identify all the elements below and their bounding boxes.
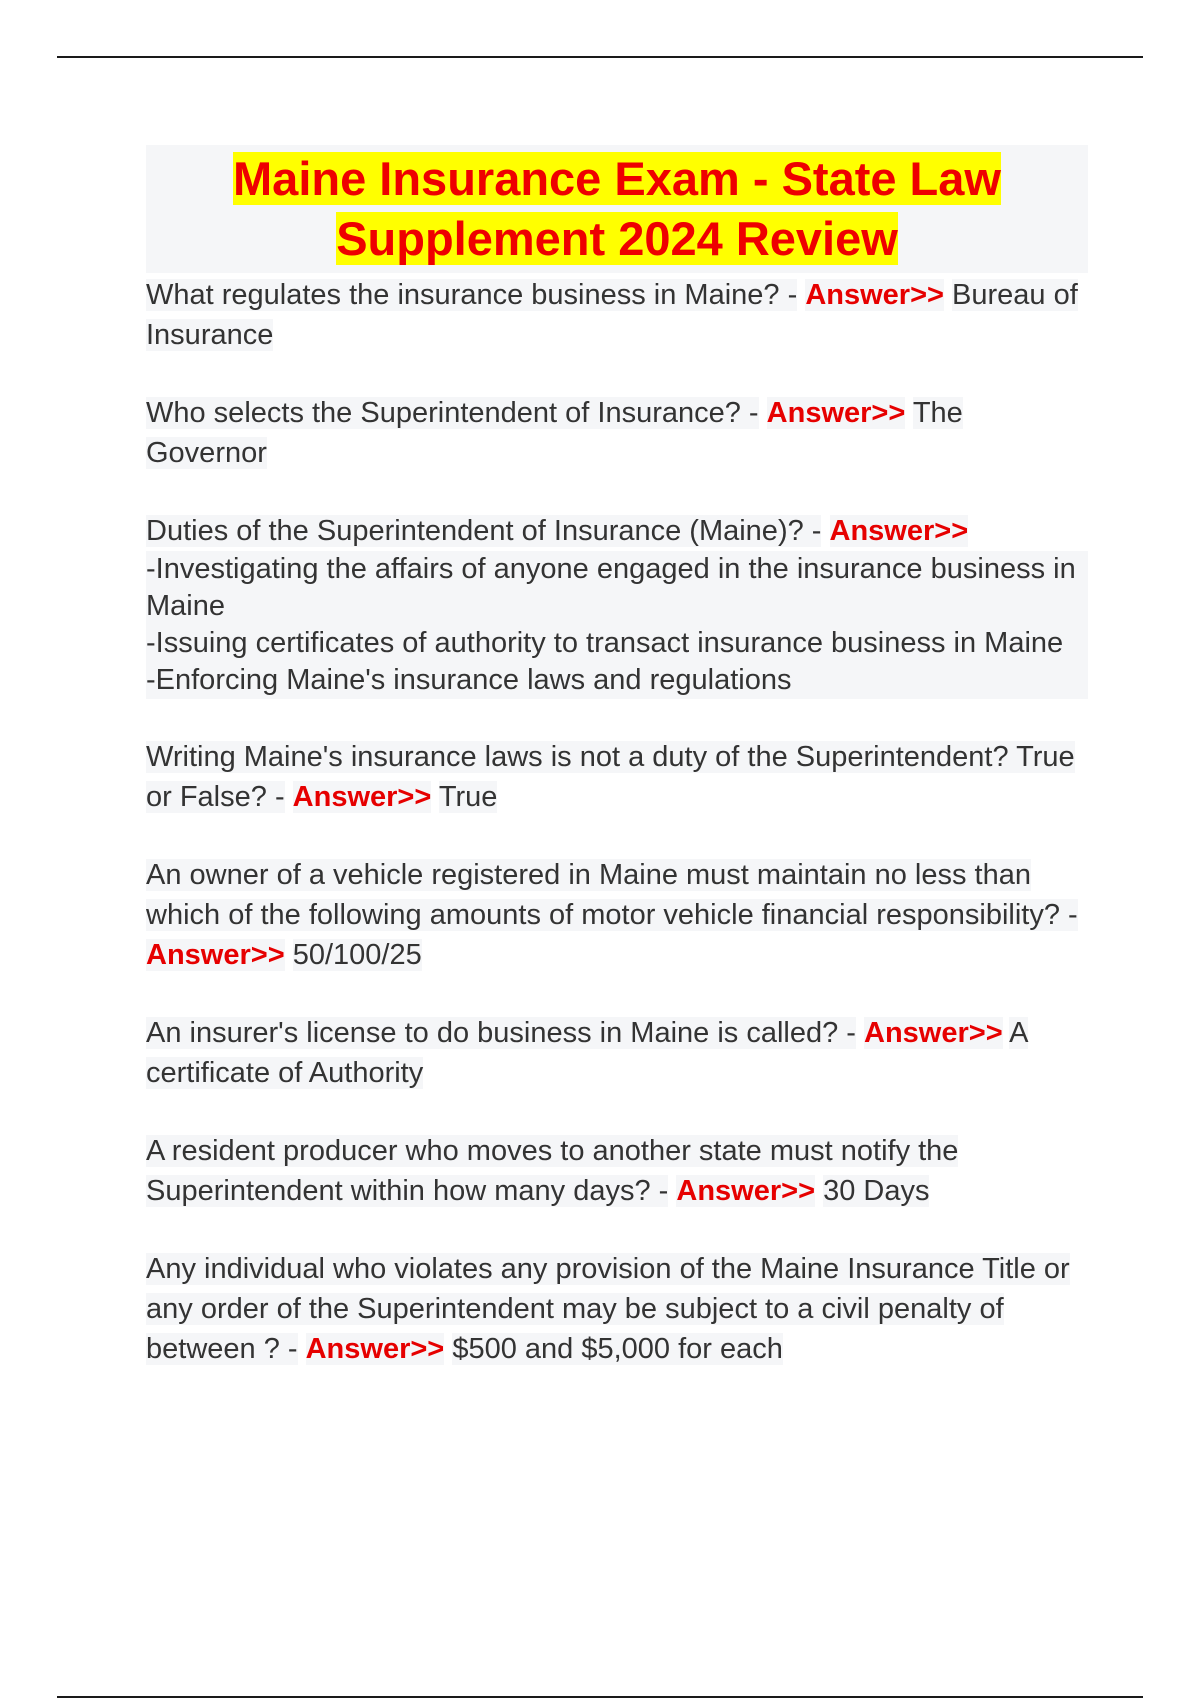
question-text: What regulates the insurance business in Maine? -	[146, 279, 798, 311]
answer-text: 30 Days	[823, 1175, 930, 1207]
answer-label: Answer>>	[805, 279, 944, 311]
bottom-rule	[57, 1696, 1143, 1698]
qa-item	[146, 393, 1088, 473]
qa-item	[146, 1131, 1088, 1211]
qa-item	[146, 1249, 1088, 1369]
qa-list	[146, 275, 1088, 1369]
question-text: Who selects the Superintendent of Insurance? -	[146, 397, 759, 429]
document-title: Maine Insurance Exam - State Law Supplement 2024 Review	[233, 152, 1001, 265]
title-block	[146, 145, 1088, 273]
qa-item	[146, 275, 1088, 355]
answer-label: Answer>>	[864, 1017, 1003, 1049]
question-text: An insurer's license to do business in Maine is called? -	[146, 1017, 856, 1049]
answer-label: Answer>>	[766, 397, 906, 429]
answer-label: Answer>>	[829, 515, 969, 547]
answer-text: A certificate of Authority	[146, 1017, 1029, 1089]
question-text: An owner of a vehicle registered in Maine must maintain no less than which of the following amounts of motor vehicle financial responsibility? -	[146, 859, 1078, 931]
answer-text: 50/100/25	[292, 939, 422, 971]
answer-text: The Governor	[146, 397, 963, 469]
answer-line: -Issuing certificates of authority to transact insurance business in Maine	[146, 625, 1088, 662]
answer-label: Answer>>	[676, 1175, 816, 1207]
qa-item	[146, 855, 1088, 975]
answer-line: -Investigating the affairs of anyone engaged in the insurance business in Maine	[146, 551, 1088, 625]
answer-text: Bureau of Insurance	[146, 279, 1078, 351]
answer-text: True	[438, 781, 498, 813]
answer-line: -Enforcing Maine's insurance laws and regulations	[146, 662, 1088, 699]
qa-item	[146, 737, 1088, 817]
answer-text: $500 and $5,000 for each	[452, 1333, 783, 1365]
answer-label: Answer>>	[292, 781, 432, 813]
qa-item	[146, 1013, 1088, 1093]
question-text: Any individual who violates any provision of the Maine Insurance Title or any order of the Superintendent may be subject to a civil penalty of between ? -	[146, 1253, 1070, 1365]
question-text: Writing Maine's insurance laws is not a duty of the Superintendent? True or False? -	[146, 741, 1075, 813]
top-rule	[57, 56, 1143, 58]
document-body	[146, 145, 1088, 1407]
qa-item	[146, 511, 1088, 699]
answer-label: Answer>>	[146, 939, 285, 971]
answer-label: Answer>>	[305, 1333, 445, 1365]
question-text: A resident producer who moves to another state must notify the Superintendent within how many days? -	[146, 1135, 959, 1207]
question-text: Duties of the Superintendent of Insurance (Maine)? -	[146, 515, 822, 547]
